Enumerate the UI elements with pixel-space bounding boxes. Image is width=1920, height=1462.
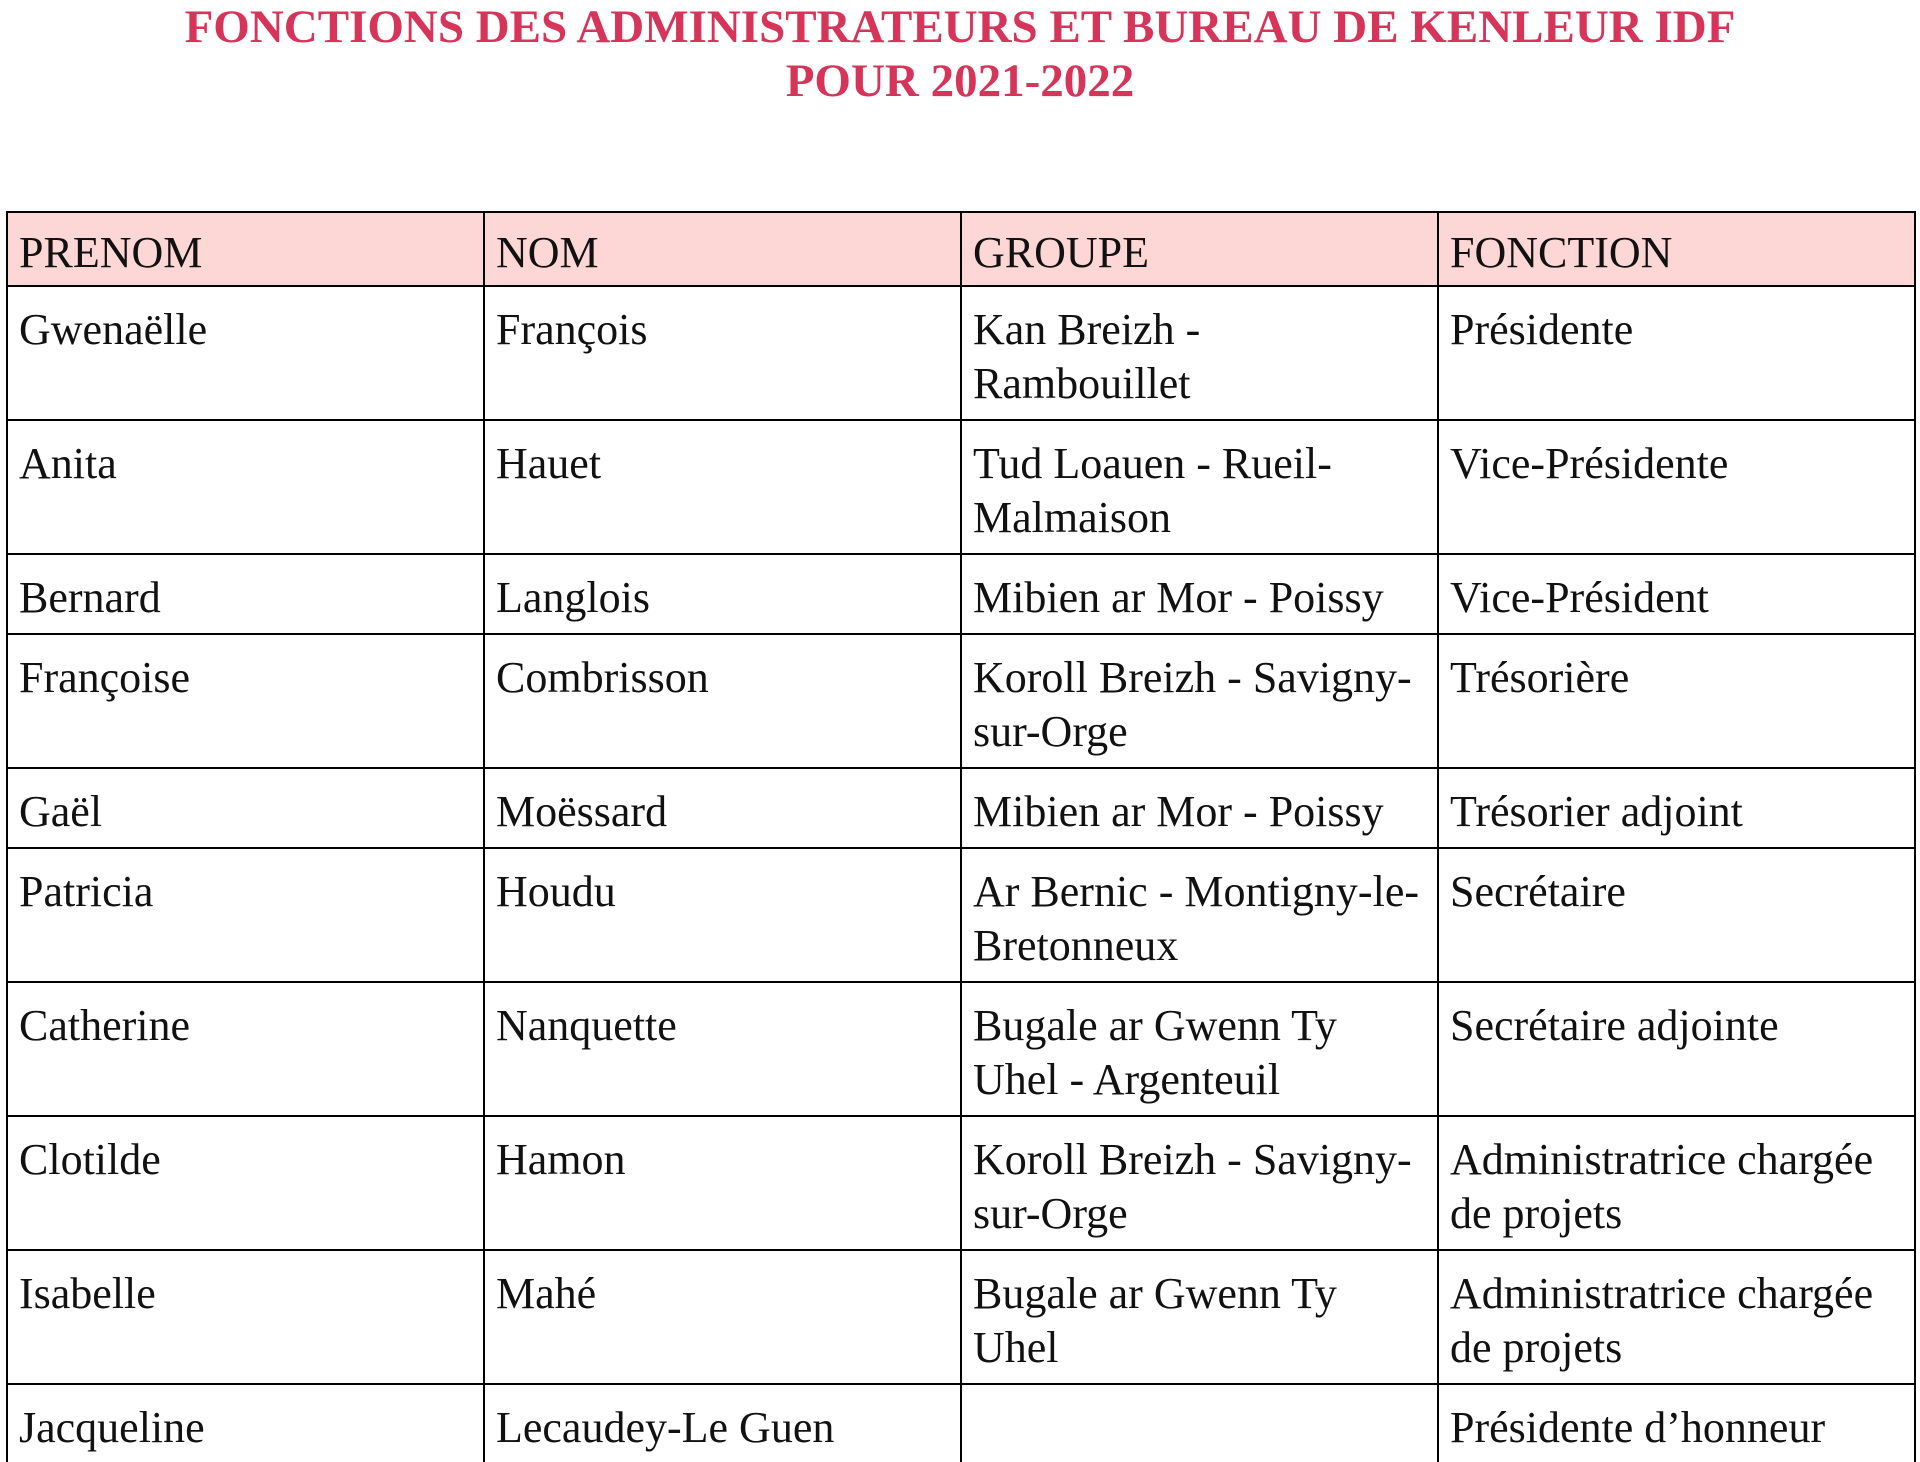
table-header-row	[7, 212, 1915, 286]
cell-groupe: Mibien ar Mor - Poissy	[961, 768, 1438, 848]
cell-groupe: Koroll Breizh - Savigny-sur-Orge	[961, 634, 1438, 768]
cell-fonction: Vice-Présidente	[1438, 420, 1915, 554]
cell-groupe: Kan Breizh - Rambouillet	[961, 286, 1438, 420]
cell-fonction: Secrétaire	[1438, 848, 1915, 982]
cell-groupe: Bugale ar Gwenn Ty Uhel - Argenteuil	[961, 982, 1438, 1116]
cell-nom: Hauet	[484, 420, 961, 554]
table-row	[7, 848, 1915, 982]
cell-fonction: Secrétaire adjointe	[1438, 982, 1915, 1116]
cell-nom: Lecaudey-Le Guen	[484, 1384, 961, 1462]
table-row	[7, 1116, 1915, 1250]
table-row	[7, 420, 1915, 554]
table-row	[7, 634, 1915, 768]
header-fonction: FONCTION	[1438, 212, 1915, 286]
header-groupe: GROUPE	[961, 212, 1438, 286]
cell-prenom: Patricia	[7, 848, 484, 982]
table-row	[7, 1250, 1915, 1384]
cell-nom: Houdu	[484, 848, 961, 982]
cell-nom: Nanquette	[484, 982, 961, 1116]
cell-prenom: Gaël	[7, 768, 484, 848]
cell-prenom: Clotilde	[7, 1116, 484, 1250]
table-row	[7, 286, 1915, 420]
cell-prenom: Isabelle	[7, 1250, 484, 1384]
header-prenom: PRENOM	[7, 212, 484, 286]
cell-nom: Langlois	[484, 554, 961, 634]
cell-nom: Moëssard	[484, 768, 961, 848]
cell-groupe	[961, 1384, 1438, 1462]
table-row	[7, 768, 1915, 848]
cell-prenom: Bernard	[7, 554, 484, 634]
cell-fonction: Présidente	[1438, 286, 1915, 420]
cell-groupe: Ar Bernic - Montigny-le-Bretonneux	[961, 848, 1438, 982]
cell-nom: Hamon	[484, 1116, 961, 1250]
cell-groupe: Koroll Breizh - Savigny-sur-Orge	[961, 1116, 1438, 1250]
cell-fonction: Administratrice chargée de projets	[1438, 1116, 1915, 1250]
document-title	[0, 0, 1920, 108]
header-nom: NOM	[484, 212, 961, 286]
cell-prenom: Françoise	[7, 634, 484, 768]
cell-prenom: Gwenaëlle	[7, 286, 484, 420]
table-row	[7, 1384, 1915, 1462]
cell-prenom: Catherine	[7, 982, 484, 1116]
table-row	[7, 554, 1915, 634]
cell-prenom: Jacqueline	[7, 1384, 484, 1462]
cell-fonction: Trésorier adjoint	[1438, 768, 1915, 848]
title-line-2: POUR 2021-2022	[785, 55, 1135, 107]
cell-prenom: Anita	[7, 420, 484, 554]
cell-fonction: Vice-Président	[1438, 554, 1915, 634]
cell-groupe: Bugale ar Gwenn Ty Uhel	[961, 1250, 1438, 1384]
cell-fonction: Trésorière	[1438, 634, 1915, 768]
cell-nom: François	[484, 286, 961, 420]
table-row	[7, 982, 1915, 1116]
cell-groupe: Mibien ar Mor - Poissy	[961, 554, 1438, 634]
roster-table	[6, 211, 1916, 1462]
cell-groupe: Tud Loauen - Rueil-Malmaison	[961, 420, 1438, 554]
cell-fonction: Présidente d’honneur	[1438, 1384, 1915, 1462]
cell-nom: Combrisson	[484, 634, 961, 768]
cell-nom: Mahé	[484, 1250, 961, 1384]
cell-fonction: Administratrice chargée de projets	[1438, 1250, 1915, 1384]
title-line-1: FONCTIONS DES ADMINISTRATEURS ET BUREAU DE KENLEUR IDF	[184, 1, 1736, 53]
